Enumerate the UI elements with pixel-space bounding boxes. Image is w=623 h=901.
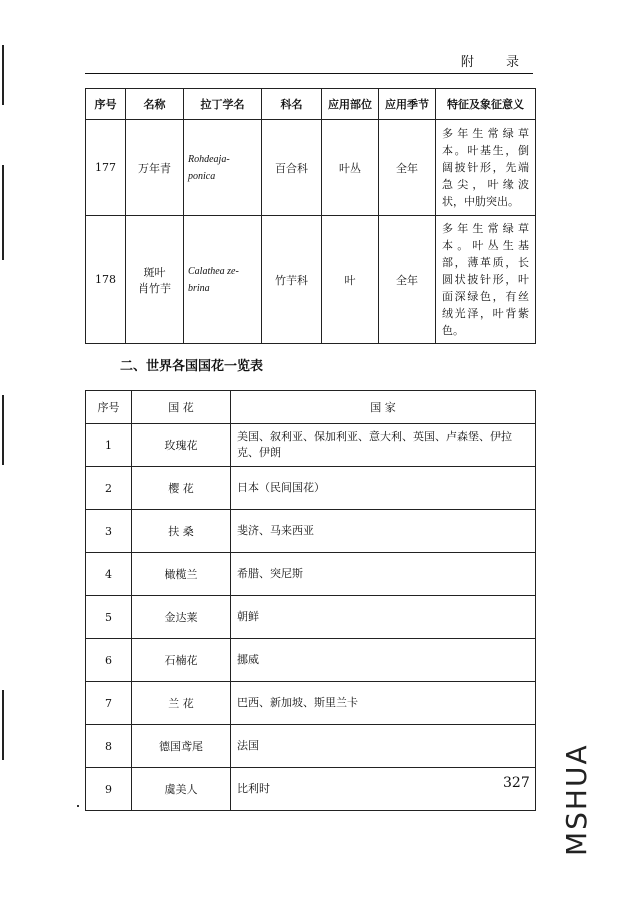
table-row — [86, 596, 536, 639]
country-list: 斐济、马来西亚 — [231, 510, 536, 553]
country-list: 法国 — [231, 725, 536, 768]
country-list: 挪威 — [231, 639, 536, 682]
plant-name — [126, 216, 184, 344]
scan-margin-mark — [2, 690, 4, 760]
page-number: 327 — [503, 775, 530, 791]
column-header: 名称 — [126, 89, 184, 120]
header-label: 附 录 — [460, 55, 533, 70]
row-number: 5 — [86, 596, 132, 639]
flower-name: 玫瑰花 — [132, 424, 231, 467]
row-number: 1 — [86, 424, 132, 467]
table-row — [86, 120, 536, 216]
table-row — [86, 510, 536, 553]
plant-name-line: 斑叶 — [143, 265, 166, 279]
row-number: 9 — [86, 768, 132, 811]
plant-table-header-row — [86, 89, 536, 120]
table-row — [86, 725, 536, 768]
table-row — [86, 553, 536, 596]
flower-name: 兰 花 — [132, 682, 231, 725]
latin-name — [184, 216, 262, 344]
column-header: 拉丁学名 — [184, 89, 262, 120]
row-number: 8 — [86, 725, 132, 768]
table-row — [86, 424, 536, 467]
country-list: 比利时 — [231, 768, 536, 811]
latin-name-line: Calathea ze- — [188, 265, 239, 277]
scan-margin-mark — [2, 45, 4, 105]
scan-speck — [77, 805, 79, 807]
country-list: 朝鲜 — [231, 596, 536, 639]
applied-season: 全年 — [379, 216, 436, 344]
table-row — [86, 216, 536, 344]
row-number: 2 — [86, 467, 132, 510]
plant-name-line: 肖竹芋 — [138, 281, 171, 295]
flower-name: 德国鸢尾 — [132, 725, 231, 768]
row-number: 178 — [86, 216, 126, 344]
latin-name-line: brina — [188, 282, 210, 294]
table-row — [86, 639, 536, 682]
column-header: 国 家 — [231, 391, 536, 424]
table-row — [86, 768, 536, 811]
scan-margin-mark — [2, 165, 4, 260]
plant-description: 多年生常绿草本。叶基生，倒阔披针形，先端急尖，叶缘波状，中肋突出。 — [436, 120, 536, 216]
plant-table — [85, 88, 536, 344]
applied-part: 叶 — [322, 216, 379, 344]
column-header: 序号 — [86, 391, 132, 424]
flower-name: 石楠花 — [132, 639, 231, 682]
row-number: 177 — [86, 120, 126, 216]
country-list: 希腊、突尼斯 — [231, 553, 536, 596]
column-header: 科名 — [262, 89, 322, 120]
plant-description: 多年生常绿草本。叶丛生基部，薄革质，长圆状披针形，叶面深绿色，有丝绒光泽，叶背紫色。 — [436, 216, 536, 344]
row-number: 3 — [86, 510, 132, 553]
section-title: 二、世界各国国花一览表 — [120, 359, 264, 374]
latin-name-line: ponica — [188, 170, 216, 182]
scan-margin-mark — [2, 395, 4, 465]
applied-season: 全年 — [379, 120, 436, 216]
flower-name: 虞美人 — [132, 768, 231, 811]
flower-name: 橄榄兰 — [132, 553, 231, 596]
flower-name: 金达莱 — [132, 596, 231, 639]
column-header: 序号 — [86, 89, 126, 120]
latin-name — [184, 120, 262, 216]
latin-name-line: Rohdeaja- — [188, 153, 230, 165]
row-number: 4 — [86, 553, 132, 596]
country-list: 美国、叙利亚、保加利亚、意大利、英国、卢森堡、伊拉克、伊朗 — [231, 424, 536, 467]
column-header: 国 花 — [132, 391, 231, 424]
applied-part: 叶丛 — [322, 120, 379, 216]
table-row — [86, 682, 536, 725]
family-name: 竹芋科 — [262, 216, 322, 344]
column-header: 应用季节 — [379, 89, 436, 120]
country-list: 巴西、新加坡、斯里兰卡 — [231, 682, 536, 725]
column-header: 特征及象征意义 — [436, 89, 536, 120]
plant-name: 万年青 — [126, 120, 184, 216]
family-name: 百合科 — [262, 120, 322, 216]
header-rule — [85, 73, 533, 74]
column-header: 应用部位 — [322, 89, 379, 120]
country-list: 日本（民间国花） — [231, 467, 536, 510]
flower-name: 扶 桑 — [132, 510, 231, 553]
national-flower-header-row — [86, 391, 536, 424]
running-header — [85, 51, 533, 75]
table-row — [86, 467, 536, 510]
row-number: 7 — [86, 682, 132, 725]
flower-name: 樱 花 — [132, 467, 231, 510]
watermark: MSHUA — [560, 743, 593, 856]
row-number: 6 — [86, 639, 132, 682]
national-flower-table — [85, 390, 536, 811]
